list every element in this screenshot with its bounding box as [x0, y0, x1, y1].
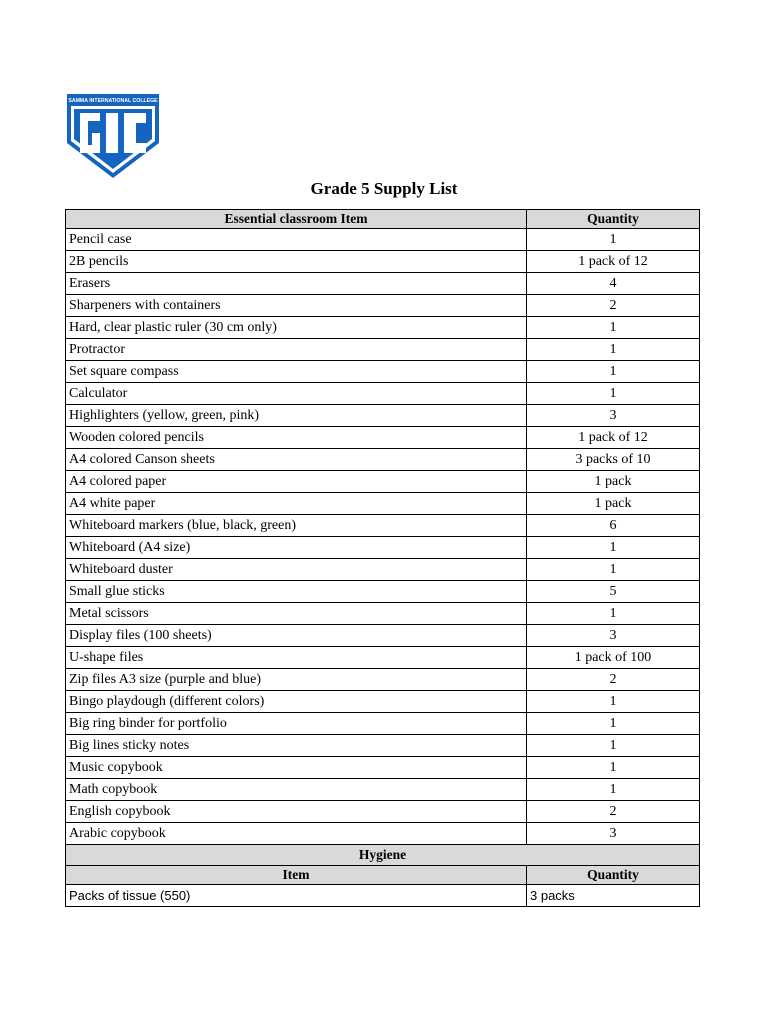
quantity-cell: 1	[527, 691, 700, 713]
item-cell: A4 colored paper	[66, 471, 527, 493]
hygiene-section-row	[66, 845, 700, 866]
quantity-cell: 1 pack of 12	[527, 427, 700, 449]
item-cell: Hard, clear plastic ruler (30 cm only)	[66, 317, 527, 339]
item-cell: Pencil case	[66, 229, 527, 251]
item-cell: Music copybook	[66, 757, 527, 779]
table-row	[66, 361, 700, 383]
item-cell: Small glue sticks	[66, 581, 527, 603]
quantity-cell: 1	[527, 757, 700, 779]
item-cell: Protractor	[66, 339, 527, 361]
item-cell: A4 colored Canson sheets	[66, 449, 527, 471]
table-row	[66, 735, 700, 757]
item-cell: Whiteboard markers (blue, black, green)	[66, 515, 527, 537]
item-cell: Packs of tissue (550)	[66, 885, 527, 907]
quantity-cell: 1	[527, 713, 700, 735]
quantity-cell: 3	[527, 625, 700, 647]
quantity-cell: 1 pack	[527, 471, 700, 493]
table-row	[66, 603, 700, 625]
quantity-cell: 4	[527, 273, 700, 295]
table-row	[66, 581, 700, 603]
header-item: Essential classroom Item	[66, 210, 527, 229]
item-cell: Set square compass	[66, 361, 527, 383]
table-row	[66, 493, 700, 515]
table-row	[66, 339, 700, 361]
quantity-cell: 1	[527, 383, 700, 405]
item-cell: Sharpeners with containers	[66, 295, 527, 317]
table-row	[66, 317, 700, 339]
quantity-cell: 1	[527, 603, 700, 625]
quantity-cell: 2	[527, 295, 700, 317]
quantity-cell: 1	[527, 317, 700, 339]
essentials-body	[66, 229, 700, 845]
item-cell: Bingo playdough (different colors)	[66, 691, 527, 713]
quantity-cell: 1	[527, 537, 700, 559]
table-row	[66, 757, 700, 779]
item-cell: Metal scissors	[66, 603, 527, 625]
quantity-cell: 1 pack of 100	[527, 647, 700, 669]
quantity-cell: 1	[527, 735, 700, 757]
table-row	[66, 251, 700, 273]
table-row	[66, 383, 700, 405]
table-row	[66, 295, 700, 317]
quantity-cell: 3 packs	[527, 885, 700, 907]
table-row	[66, 515, 700, 537]
item-cell: English copybook	[66, 801, 527, 823]
table-row	[66, 449, 700, 471]
item-cell: U-shape files	[66, 647, 527, 669]
hygiene-header-quantity: Quantity	[527, 866, 700, 885]
item-cell: 2B pencils	[66, 251, 527, 273]
quantity-cell: 6	[527, 515, 700, 537]
item-cell: Highlighters (yellow, green, pink)	[66, 405, 527, 427]
item-cell: A4 white paper	[66, 493, 527, 515]
table-row	[66, 713, 700, 735]
header-quantity: Quantity	[527, 210, 700, 229]
supply-table	[65, 209, 700, 907]
hygiene-header-item: Item	[66, 866, 527, 885]
item-cell: Arabic copybook	[66, 823, 527, 845]
item-cell: Big ring binder for portfolio	[66, 713, 527, 735]
essentials-header-row	[66, 210, 700, 229]
quantity-cell: 3	[527, 823, 700, 845]
item-cell: Big lines sticky notes	[66, 735, 527, 757]
table-row	[66, 559, 700, 581]
item-cell: Whiteboard duster	[66, 559, 527, 581]
page-title: Grade 5 Supply List	[310, 179, 458, 198]
table-row	[66, 691, 700, 713]
table-row	[66, 669, 700, 691]
item-cell: Whiteboard (A4 size)	[66, 537, 527, 559]
hygiene-section-title: Hygiene	[66, 845, 700, 866]
quantity-cell: 1 pack of 12	[527, 251, 700, 273]
quantity-cell: 2	[527, 669, 700, 691]
table-row	[66, 647, 700, 669]
item-cell: Erasers	[66, 273, 527, 295]
table-row	[66, 801, 700, 823]
table-row	[66, 471, 700, 493]
quantity-cell: 1 pack	[527, 493, 700, 515]
quantity-cell: 5	[527, 581, 700, 603]
school-logo	[66, 93, 160, 179]
quantity-cell: 1	[527, 559, 700, 581]
table-row	[66, 885, 700, 907]
hygiene-body	[66, 885, 700, 907]
table-row	[66, 823, 700, 845]
quantity-cell: 1	[527, 339, 700, 361]
item-cell: Zip files A3 size (purple and blue)	[66, 669, 527, 691]
table-row	[66, 625, 700, 647]
table-row	[66, 405, 700, 427]
table-row	[66, 427, 700, 449]
item-cell: Display files (100 sheets)	[66, 625, 527, 647]
table-row	[66, 779, 700, 801]
item-cell: Wooden colored pencils	[66, 427, 527, 449]
hygiene-header-row	[66, 866, 700, 885]
table-row	[66, 273, 700, 295]
logo-caption: SAMMA INTERNATIONAL COLLEGE	[68, 98, 158, 104]
quantity-cell: 3	[527, 405, 700, 427]
quantity-cell: 1	[527, 361, 700, 383]
quantity-cell: 1	[527, 779, 700, 801]
quantity-cell: 1	[527, 229, 700, 251]
quantity-cell: 2	[527, 801, 700, 823]
table-row	[66, 229, 700, 251]
item-cell: Calculator	[66, 383, 527, 405]
item-cell: Math copybook	[66, 779, 527, 801]
table-row	[66, 537, 700, 559]
quantity-cell: 3 packs of 10	[527, 449, 700, 471]
